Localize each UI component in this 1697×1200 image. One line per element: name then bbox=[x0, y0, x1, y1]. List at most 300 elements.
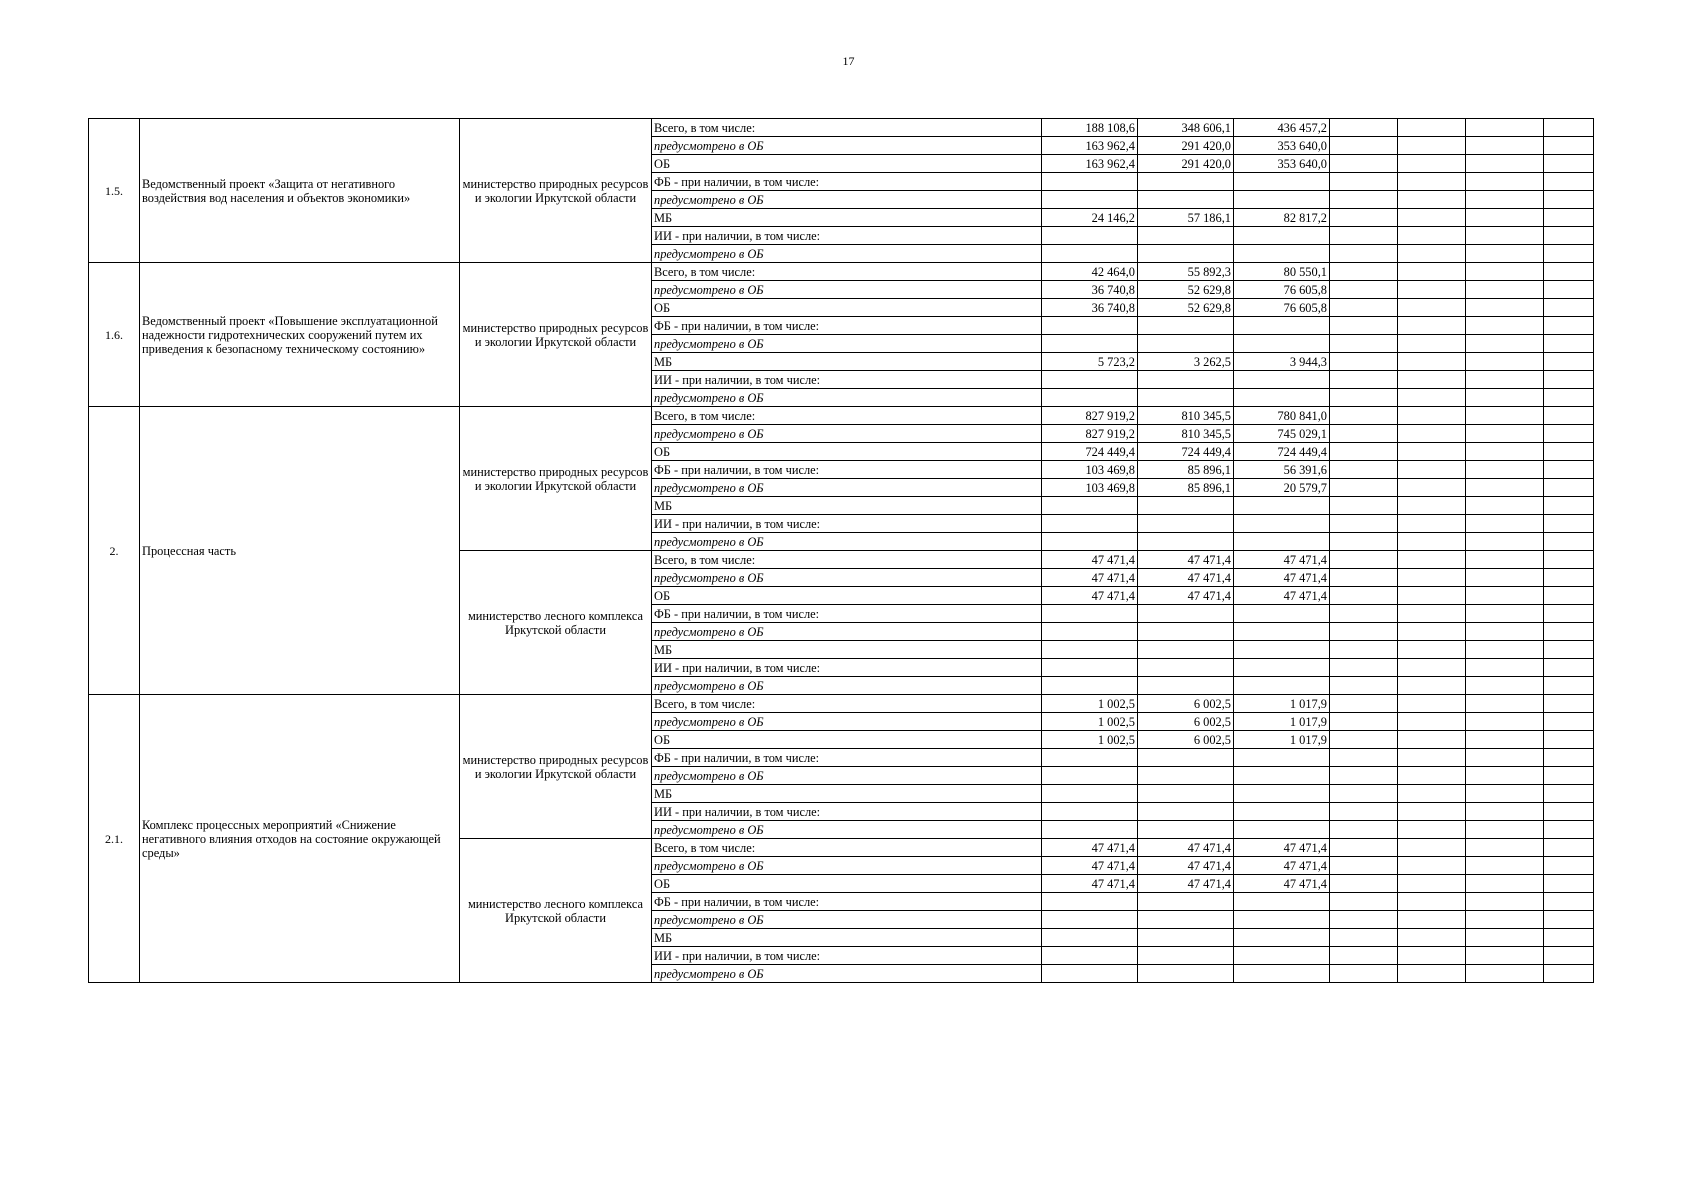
amount-cell bbox=[1234, 605, 1330, 623]
amount-cell: 724 449,4 bbox=[1138, 443, 1234, 461]
amount-cell: 810 345,5 bbox=[1138, 407, 1234, 425]
responsible-executor: министерство природных ресурсов и экологии Иркутской области bbox=[460, 407, 652, 551]
empty-cell bbox=[1466, 479, 1544, 497]
empty-cell bbox=[1330, 929, 1398, 947]
funding-source-label: ИИ - при наличии, в том числе: bbox=[652, 947, 1042, 965]
amount-cell: 47 471,4 bbox=[1042, 569, 1138, 587]
empty-cell bbox=[1544, 425, 1594, 443]
amount-cell bbox=[1042, 389, 1138, 407]
amount-cell: 353 640,0 bbox=[1234, 137, 1330, 155]
amount-cell bbox=[1042, 677, 1138, 695]
amount-cell: 724 449,4 bbox=[1042, 443, 1138, 461]
funding-source-label: предусмотрено в ОБ bbox=[652, 335, 1042, 353]
empty-cell bbox=[1398, 137, 1466, 155]
amount-cell bbox=[1138, 803, 1234, 821]
amount-cell bbox=[1042, 191, 1138, 209]
amount-cell: 436 457,2 bbox=[1234, 119, 1330, 137]
empty-cell bbox=[1398, 659, 1466, 677]
amount-cell: 348 606,1 bbox=[1138, 119, 1234, 137]
empty-cell bbox=[1330, 569, 1398, 587]
funding-source-label: предусмотрено в ОБ bbox=[652, 857, 1042, 875]
table-row bbox=[89, 119, 1594, 137]
empty-cell bbox=[1544, 137, 1594, 155]
funding-source-label: предусмотрено в ОБ bbox=[652, 191, 1042, 209]
empty-cell bbox=[1544, 605, 1594, 623]
amount-cell: 353 640,0 bbox=[1234, 155, 1330, 173]
funding-source-label: МБ bbox=[652, 929, 1042, 947]
amount-cell: 36 740,8 bbox=[1042, 299, 1138, 317]
amount-cell: 47 471,4 bbox=[1234, 587, 1330, 605]
funding-source-label: ОБ bbox=[652, 731, 1042, 749]
funding-source-label: Всего, в том числе: bbox=[652, 695, 1042, 713]
empty-cell bbox=[1466, 227, 1544, 245]
empty-cell bbox=[1398, 443, 1466, 461]
amount-cell: 47 471,4 bbox=[1234, 839, 1330, 857]
empty-cell bbox=[1330, 605, 1398, 623]
empty-cell bbox=[1544, 587, 1594, 605]
empty-cell bbox=[1398, 929, 1466, 947]
empty-cell bbox=[1544, 479, 1594, 497]
empty-cell bbox=[1398, 785, 1466, 803]
empty-cell bbox=[1544, 317, 1594, 335]
empty-cell bbox=[1330, 299, 1398, 317]
amount-cell bbox=[1234, 911, 1330, 929]
amount-cell: 47 471,4 bbox=[1138, 839, 1234, 857]
responsible-executor: министерство природных ресурсов и экологии Иркутской области bbox=[460, 695, 652, 839]
amount-cell bbox=[1234, 821, 1330, 839]
amount-cell: 47 471,4 bbox=[1138, 587, 1234, 605]
empty-cell bbox=[1330, 353, 1398, 371]
empty-cell bbox=[1466, 461, 1544, 479]
empty-cell bbox=[1398, 515, 1466, 533]
empty-cell bbox=[1330, 227, 1398, 245]
amount-cell bbox=[1138, 227, 1234, 245]
amount-cell: 52 629,8 bbox=[1138, 299, 1234, 317]
funding-source-label: предусмотрено в ОБ bbox=[652, 245, 1042, 263]
empty-cell bbox=[1466, 191, 1544, 209]
amount-cell: 20 579,7 bbox=[1234, 479, 1330, 497]
funding-source-label: ОБ bbox=[652, 443, 1042, 461]
empty-cell bbox=[1330, 749, 1398, 767]
amount-cell: 47 471,4 bbox=[1234, 569, 1330, 587]
empty-cell bbox=[1544, 407, 1594, 425]
amount-cell: 80 550,1 bbox=[1234, 263, 1330, 281]
funding-source-label: Всего, в том числе: bbox=[652, 119, 1042, 137]
empty-cell bbox=[1398, 605, 1466, 623]
funding-source-label: предусмотрено в ОБ bbox=[652, 479, 1042, 497]
empty-cell bbox=[1330, 965, 1398, 983]
empty-cell bbox=[1466, 839, 1544, 857]
empty-cell bbox=[1466, 713, 1544, 731]
empty-cell bbox=[1398, 533, 1466, 551]
empty-cell bbox=[1398, 209, 1466, 227]
empty-cell bbox=[1398, 335, 1466, 353]
funding-source-label: предусмотрено в ОБ bbox=[652, 677, 1042, 695]
amount-cell: 291 420,0 bbox=[1138, 137, 1234, 155]
amount-cell: 52 629,8 bbox=[1138, 281, 1234, 299]
funding-source-label: ОБ bbox=[652, 155, 1042, 173]
empty-cell bbox=[1544, 533, 1594, 551]
amount-cell bbox=[1234, 335, 1330, 353]
funding-source-label: предусмотрено в ОБ bbox=[652, 713, 1042, 731]
section-name: Ведомственный проект «Защита от негативного воздействия вод населения и объектов экономики» bbox=[140, 119, 460, 263]
funding-source-label: предусмотрено в ОБ bbox=[652, 533, 1042, 551]
funding-source-label: ИИ - при наличии, в том числе: bbox=[652, 515, 1042, 533]
amount-cell bbox=[1138, 641, 1234, 659]
empty-cell bbox=[1544, 749, 1594, 767]
amount-cell: 3 944,3 bbox=[1234, 353, 1330, 371]
funding-source-label: МБ bbox=[652, 641, 1042, 659]
empty-cell bbox=[1466, 281, 1544, 299]
amount-cell bbox=[1234, 515, 1330, 533]
amount-cell: 3 262,5 bbox=[1138, 353, 1234, 371]
table-row bbox=[89, 695, 1594, 713]
amount-cell bbox=[1042, 821, 1138, 839]
amount-cell: 47 471,4 bbox=[1042, 839, 1138, 857]
amount-cell bbox=[1042, 749, 1138, 767]
empty-cell bbox=[1466, 407, 1544, 425]
empty-cell bbox=[1330, 587, 1398, 605]
amount-cell: 57 186,1 bbox=[1138, 209, 1234, 227]
empty-cell bbox=[1398, 965, 1466, 983]
funding-source-label: ФБ - при наличии, в том числе: bbox=[652, 893, 1042, 911]
funding-source-label: Всего, в том числе: bbox=[652, 551, 1042, 569]
section-name: Комплекс процессных мероприятий «Снижение негативного влияния отходов на состояние окружающей среды» bbox=[140, 695, 460, 983]
amount-cell bbox=[1138, 497, 1234, 515]
amount-cell: 36 740,8 bbox=[1042, 281, 1138, 299]
empty-cell bbox=[1330, 281, 1398, 299]
empty-cell bbox=[1330, 731, 1398, 749]
amount-cell: 5 723,2 bbox=[1042, 353, 1138, 371]
amount-cell bbox=[1042, 371, 1138, 389]
empty-cell bbox=[1398, 299, 1466, 317]
empty-cell bbox=[1466, 785, 1544, 803]
amount-cell bbox=[1042, 803, 1138, 821]
empty-cell bbox=[1544, 209, 1594, 227]
empty-cell bbox=[1544, 371, 1594, 389]
amount-cell bbox=[1138, 605, 1234, 623]
empty-cell bbox=[1398, 425, 1466, 443]
empty-cell bbox=[1466, 119, 1544, 137]
amount-cell: 1 002,5 bbox=[1042, 713, 1138, 731]
funding-source-label: предусмотрено в ОБ bbox=[652, 281, 1042, 299]
empty-cell bbox=[1544, 947, 1594, 965]
empty-cell bbox=[1330, 335, 1398, 353]
amount-cell bbox=[1234, 803, 1330, 821]
funding-source-label: МБ bbox=[652, 209, 1042, 227]
funding-source-label: ФБ - при наличии, в том числе: bbox=[652, 749, 1042, 767]
empty-cell bbox=[1544, 155, 1594, 173]
empty-cell bbox=[1330, 479, 1398, 497]
empty-cell bbox=[1398, 713, 1466, 731]
empty-cell bbox=[1544, 569, 1594, 587]
amount-cell: 82 817,2 bbox=[1234, 209, 1330, 227]
empty-cell bbox=[1544, 191, 1594, 209]
funding-source-label: ОБ bbox=[652, 587, 1042, 605]
amount-cell bbox=[1138, 245, 1234, 263]
empty-cell bbox=[1544, 245, 1594, 263]
empty-cell bbox=[1398, 173, 1466, 191]
amount-cell: 47 471,4 bbox=[1042, 857, 1138, 875]
responsible-executor: министерство лесного комплекса Иркутской области bbox=[460, 551, 652, 695]
amount-cell bbox=[1042, 623, 1138, 641]
amount-cell bbox=[1234, 191, 1330, 209]
amount-cell: 291 420,0 bbox=[1138, 155, 1234, 173]
empty-cell bbox=[1544, 389, 1594, 407]
amount-cell: 724 449,4 bbox=[1234, 443, 1330, 461]
amount-cell bbox=[1138, 389, 1234, 407]
amount-cell bbox=[1234, 623, 1330, 641]
empty-cell bbox=[1330, 839, 1398, 857]
empty-cell bbox=[1544, 515, 1594, 533]
empty-cell bbox=[1466, 137, 1544, 155]
funding-source-label: МБ bbox=[652, 785, 1042, 803]
amount-cell bbox=[1138, 965, 1234, 983]
empty-cell bbox=[1544, 767, 1594, 785]
empty-cell bbox=[1330, 317, 1398, 335]
amount-cell: 6 002,5 bbox=[1138, 695, 1234, 713]
amount-cell: 6 002,5 bbox=[1138, 713, 1234, 731]
amount-cell bbox=[1138, 659, 1234, 677]
empty-cell bbox=[1330, 173, 1398, 191]
empty-cell bbox=[1544, 173, 1594, 191]
amount-cell: 745 029,1 bbox=[1234, 425, 1330, 443]
empty-cell bbox=[1330, 641, 1398, 659]
amount-cell: 76 605,8 bbox=[1234, 299, 1330, 317]
empty-cell bbox=[1330, 461, 1398, 479]
amount-cell bbox=[1234, 767, 1330, 785]
empty-cell bbox=[1330, 623, 1398, 641]
empty-cell bbox=[1330, 425, 1398, 443]
amount-cell: 47 471,4 bbox=[1234, 551, 1330, 569]
empty-cell bbox=[1466, 605, 1544, 623]
empty-cell bbox=[1330, 911, 1398, 929]
empty-cell bbox=[1330, 155, 1398, 173]
amount-cell: 1 002,5 bbox=[1042, 731, 1138, 749]
empty-cell bbox=[1544, 821, 1594, 839]
empty-cell bbox=[1466, 551, 1544, 569]
empty-cell bbox=[1466, 173, 1544, 191]
empty-cell bbox=[1466, 731, 1544, 749]
amount-cell: 47 471,4 bbox=[1234, 857, 1330, 875]
empty-cell bbox=[1544, 911, 1594, 929]
amount-cell: 827 919,2 bbox=[1042, 407, 1138, 425]
empty-cell bbox=[1544, 443, 1594, 461]
empty-cell bbox=[1544, 119, 1594, 137]
empty-cell bbox=[1544, 623, 1594, 641]
amount-cell bbox=[1042, 641, 1138, 659]
empty-cell bbox=[1398, 731, 1466, 749]
empty-cell bbox=[1330, 191, 1398, 209]
empty-cell bbox=[1466, 335, 1544, 353]
empty-cell bbox=[1544, 839, 1594, 857]
empty-cell bbox=[1466, 155, 1544, 173]
empty-cell bbox=[1466, 947, 1544, 965]
empty-cell bbox=[1398, 461, 1466, 479]
empty-cell bbox=[1544, 965, 1594, 983]
empty-cell bbox=[1466, 533, 1544, 551]
empty-cell bbox=[1330, 389, 1398, 407]
empty-cell bbox=[1398, 479, 1466, 497]
amount-cell bbox=[1042, 317, 1138, 335]
empty-cell bbox=[1398, 389, 1466, 407]
amount-cell: 76 605,8 bbox=[1234, 281, 1330, 299]
empty-cell bbox=[1398, 353, 1466, 371]
empty-cell bbox=[1398, 839, 1466, 857]
amount-cell bbox=[1138, 317, 1234, 335]
responsible-executor: министерство природных ресурсов и экологии Иркутской области bbox=[460, 119, 652, 263]
funding-source-label: ОБ bbox=[652, 875, 1042, 893]
empty-cell bbox=[1466, 317, 1544, 335]
empty-cell bbox=[1330, 713, 1398, 731]
table-row bbox=[89, 407, 1594, 425]
empty-cell bbox=[1544, 659, 1594, 677]
section-number: 1.6. bbox=[89, 263, 140, 407]
funding-source-label: ФБ - при наличии, в том числе: bbox=[652, 173, 1042, 191]
amount-cell bbox=[1234, 677, 1330, 695]
empty-cell bbox=[1466, 209, 1544, 227]
amount-cell bbox=[1042, 965, 1138, 983]
amount-cell: 47 471,4 bbox=[1138, 551, 1234, 569]
empty-cell bbox=[1398, 641, 1466, 659]
amount-cell bbox=[1234, 227, 1330, 245]
amount-cell: 1 017,9 bbox=[1234, 713, 1330, 731]
amount-cell bbox=[1138, 947, 1234, 965]
amount-cell: 85 896,1 bbox=[1138, 461, 1234, 479]
funding-source-label: ИИ - при наличии, в том числе: bbox=[652, 227, 1042, 245]
empty-cell bbox=[1466, 857, 1544, 875]
amount-cell bbox=[1042, 605, 1138, 623]
empty-cell bbox=[1398, 155, 1466, 173]
empty-cell bbox=[1544, 875, 1594, 893]
empty-cell bbox=[1544, 281, 1594, 299]
amount-cell: 1 002,5 bbox=[1042, 695, 1138, 713]
empty-cell bbox=[1466, 515, 1544, 533]
funding-source-label: ИИ - при наличии, в том числе: bbox=[652, 371, 1042, 389]
funding-source-label: ФБ - при наличии, в том числе: bbox=[652, 461, 1042, 479]
empty-cell bbox=[1398, 281, 1466, 299]
amount-cell: 56 391,6 bbox=[1234, 461, 1330, 479]
amount-cell bbox=[1042, 515, 1138, 533]
empty-cell bbox=[1398, 497, 1466, 515]
empty-cell bbox=[1544, 695, 1594, 713]
empty-cell bbox=[1330, 785, 1398, 803]
section-name: Процессная часть bbox=[140, 407, 460, 695]
empty-cell bbox=[1466, 641, 1544, 659]
empty-cell bbox=[1330, 947, 1398, 965]
amount-cell bbox=[1138, 173, 1234, 191]
amount-cell bbox=[1234, 389, 1330, 407]
amount-cell bbox=[1138, 677, 1234, 695]
funding-source-label: предусмотрено в ОБ bbox=[652, 821, 1042, 839]
empty-cell bbox=[1330, 137, 1398, 155]
empty-cell bbox=[1544, 677, 1594, 695]
amount-cell bbox=[1234, 659, 1330, 677]
empty-cell bbox=[1466, 353, 1544, 371]
amount-cell bbox=[1234, 641, 1330, 659]
empty-cell bbox=[1398, 551, 1466, 569]
empty-cell bbox=[1398, 623, 1466, 641]
amount-cell: 47 471,4 bbox=[1138, 857, 1234, 875]
amount-cell: 810 345,5 bbox=[1138, 425, 1234, 443]
amount-cell: 47 471,4 bbox=[1042, 875, 1138, 893]
empty-cell bbox=[1466, 569, 1544, 587]
empty-cell bbox=[1466, 659, 1544, 677]
funding-source-label: ОБ bbox=[652, 299, 1042, 317]
amount-cell bbox=[1042, 335, 1138, 353]
amount-cell bbox=[1138, 749, 1234, 767]
funding-source-label: ИИ - при наличии, в том числе: bbox=[652, 803, 1042, 821]
empty-cell bbox=[1544, 731, 1594, 749]
empty-cell bbox=[1398, 263, 1466, 281]
funding-source-label: предусмотрено в ОБ bbox=[652, 425, 1042, 443]
empty-cell bbox=[1330, 551, 1398, 569]
empty-cell bbox=[1330, 695, 1398, 713]
amount-cell bbox=[1042, 659, 1138, 677]
empty-cell bbox=[1544, 299, 1594, 317]
empty-cell bbox=[1330, 515, 1398, 533]
empty-cell bbox=[1398, 677, 1466, 695]
funding-source-label: МБ bbox=[652, 353, 1042, 371]
amount-cell: 1 017,9 bbox=[1234, 695, 1330, 713]
amount-cell: 103 469,8 bbox=[1042, 479, 1138, 497]
empty-cell bbox=[1544, 551, 1594, 569]
empty-cell bbox=[1466, 245, 1544, 263]
page-number: 17 bbox=[842, 54, 855, 68]
empty-cell bbox=[1466, 695, 1544, 713]
amount-cell: 188 108,6 bbox=[1042, 119, 1138, 137]
amount-cell bbox=[1234, 317, 1330, 335]
empty-cell bbox=[1544, 785, 1594, 803]
empty-cell bbox=[1544, 713, 1594, 731]
empty-cell bbox=[1330, 893, 1398, 911]
section-name: Ведомственный проект «Повышение эксплуатационной надежности гидротехнических сооружений путем их приведения к безопасному техническому состоянию» bbox=[140, 263, 460, 407]
amount-cell bbox=[1042, 533, 1138, 551]
empty-cell bbox=[1330, 245, 1398, 263]
amount-cell bbox=[1138, 893, 1234, 911]
amount-cell bbox=[1138, 191, 1234, 209]
amount-cell bbox=[1138, 821, 1234, 839]
empty-cell bbox=[1398, 317, 1466, 335]
amount-cell bbox=[1138, 767, 1234, 785]
empty-cell bbox=[1398, 911, 1466, 929]
budget-table bbox=[88, 118, 1594, 983]
amount-cell bbox=[1234, 173, 1330, 191]
funding-source-label: предусмотрено в ОБ bbox=[652, 389, 1042, 407]
funding-source-label: Всего, в том числе: bbox=[652, 839, 1042, 857]
empty-cell bbox=[1544, 227, 1594, 245]
empty-cell bbox=[1330, 821, 1398, 839]
funding-source-label: ФБ - при наличии, в том числе: bbox=[652, 605, 1042, 623]
amount-cell: 47 471,4 bbox=[1138, 875, 1234, 893]
amount-cell bbox=[1234, 929, 1330, 947]
amount-cell: 163 962,4 bbox=[1042, 137, 1138, 155]
empty-cell bbox=[1330, 497, 1398, 515]
empty-cell bbox=[1330, 659, 1398, 677]
empty-cell bbox=[1544, 263, 1594, 281]
amount-cell bbox=[1042, 173, 1138, 191]
amount-cell: 1 017,9 bbox=[1234, 731, 1330, 749]
empty-cell bbox=[1466, 623, 1544, 641]
empty-cell bbox=[1544, 497, 1594, 515]
responsible-executor: министерство лесного комплекса Иркутской области bbox=[460, 839, 652, 983]
amount-cell bbox=[1138, 785, 1234, 803]
empty-cell bbox=[1466, 443, 1544, 461]
empty-cell bbox=[1544, 803, 1594, 821]
amount-cell bbox=[1042, 929, 1138, 947]
empty-cell bbox=[1544, 353, 1594, 371]
empty-cell bbox=[1398, 695, 1466, 713]
